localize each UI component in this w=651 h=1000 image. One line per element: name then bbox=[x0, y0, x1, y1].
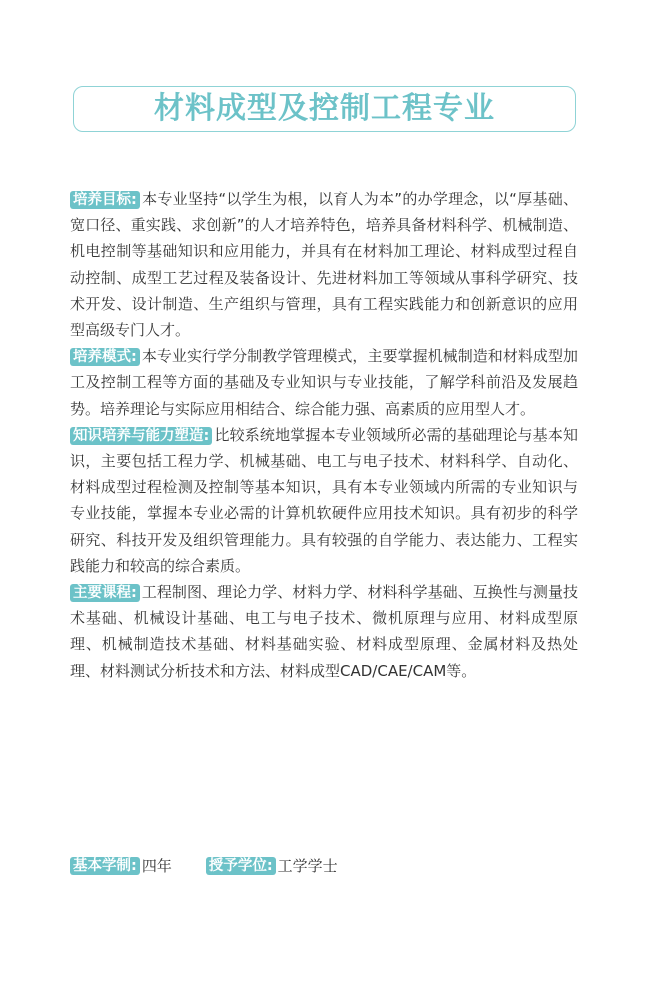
section-label-colon: : bbox=[203, 427, 210, 444]
section-label-colon: : bbox=[131, 349, 137, 366]
duration-item bbox=[70, 854, 172, 878]
section-text: 本专业实行学分制教学管理模式，主要掌握机械制造和材料成型加工及控制工程等方面的基础及专业知识与专业技能，了解学科前沿及发展趋势。培养理论与实际应用相结合、综合能力强、高素质的应用型人才。 bbox=[70, 347, 578, 418]
section-label-colon: : bbox=[131, 192, 137, 208]
section-training-goal bbox=[70, 186, 578, 343]
section-label-colon: : bbox=[131, 585, 137, 602]
section-label-badge bbox=[70, 348, 140, 366]
section-text: 比较系统地掌握本专业领域所必需的基础理论与基本知识，主要包括工程力学、机械基础、电工与电子技术、材料科学、自动化、材料成型过程检测及控制等基本知识，具有本专业领域内所需的专业知识与专业技能，掌握本专业必需的计算机软硬件应用技术知识。具有初步的科学研究、科技开发及组织管理能力。具有较强的自学能力、表达能力、工程实践能力和较高的综合素质。 bbox=[70, 425, 578, 575]
section-label: 培养模式 bbox=[73, 349, 131, 366]
content bbox=[70, 186, 578, 684]
section-label: 知识培养与能力塑造 bbox=[73, 427, 204, 444]
section-label-badge bbox=[70, 584, 140, 602]
section-label-badge bbox=[70, 191, 140, 209]
section-knowledge-ability bbox=[70, 422, 578, 579]
degree-label: 授予学位 bbox=[208, 858, 267, 874]
degree-value: 工学学士 bbox=[277, 857, 338, 875]
page-title: 材料成型及控制工程专业 bbox=[154, 91, 495, 126]
degree-label-badge bbox=[206, 857, 276, 875]
section-text: 本专业坚持“以学生为根，以育人为本”的办学理念，以“厚基础、宽口径、重实践、求创新”的人才培养特色，培养具备材料科学、机械制造、机电控制等基础知识和应用能力，并具有在材料加工理论、材料成型过程自动控制、成型工艺过程及装备设计、先进材料加工等领域从事科学研究、技术开发、设计制造、生产组织与管理，具有工程实践能力和创新意识的应用型高级专门人才。 bbox=[70, 190, 578, 340]
section-label: 培养目标 bbox=[73, 192, 131, 208]
duration-label: 基本学制 bbox=[73, 858, 131, 874]
duration-value: 四年 bbox=[141, 857, 172, 875]
footer-info bbox=[70, 854, 578, 878]
section-main-courses bbox=[70, 579, 578, 684]
title-box bbox=[73, 86, 576, 132]
degree-label-colon: : bbox=[266, 858, 273, 874]
duration-label-colon: : bbox=[131, 858, 137, 874]
section-training-mode bbox=[70, 343, 578, 422]
degree-item bbox=[206, 854, 338, 878]
section-label: 主要课程 bbox=[73, 585, 131, 602]
section-label-badge bbox=[70, 427, 212, 445]
duration-label-badge bbox=[70, 857, 140, 875]
section-text: 工程制图、理论力学、材料力学、材料科学基础、互换性与测量技术基础、机械设计基础、电工与电子技术、微机原理与应用、材料成型原理、机械制造技术基础、材料基础实验、材料成型原理、金属材料及热处理、材料测试分析技术和方法、材料成型CAD/CAE/CAM等。 bbox=[70, 583, 578, 680]
